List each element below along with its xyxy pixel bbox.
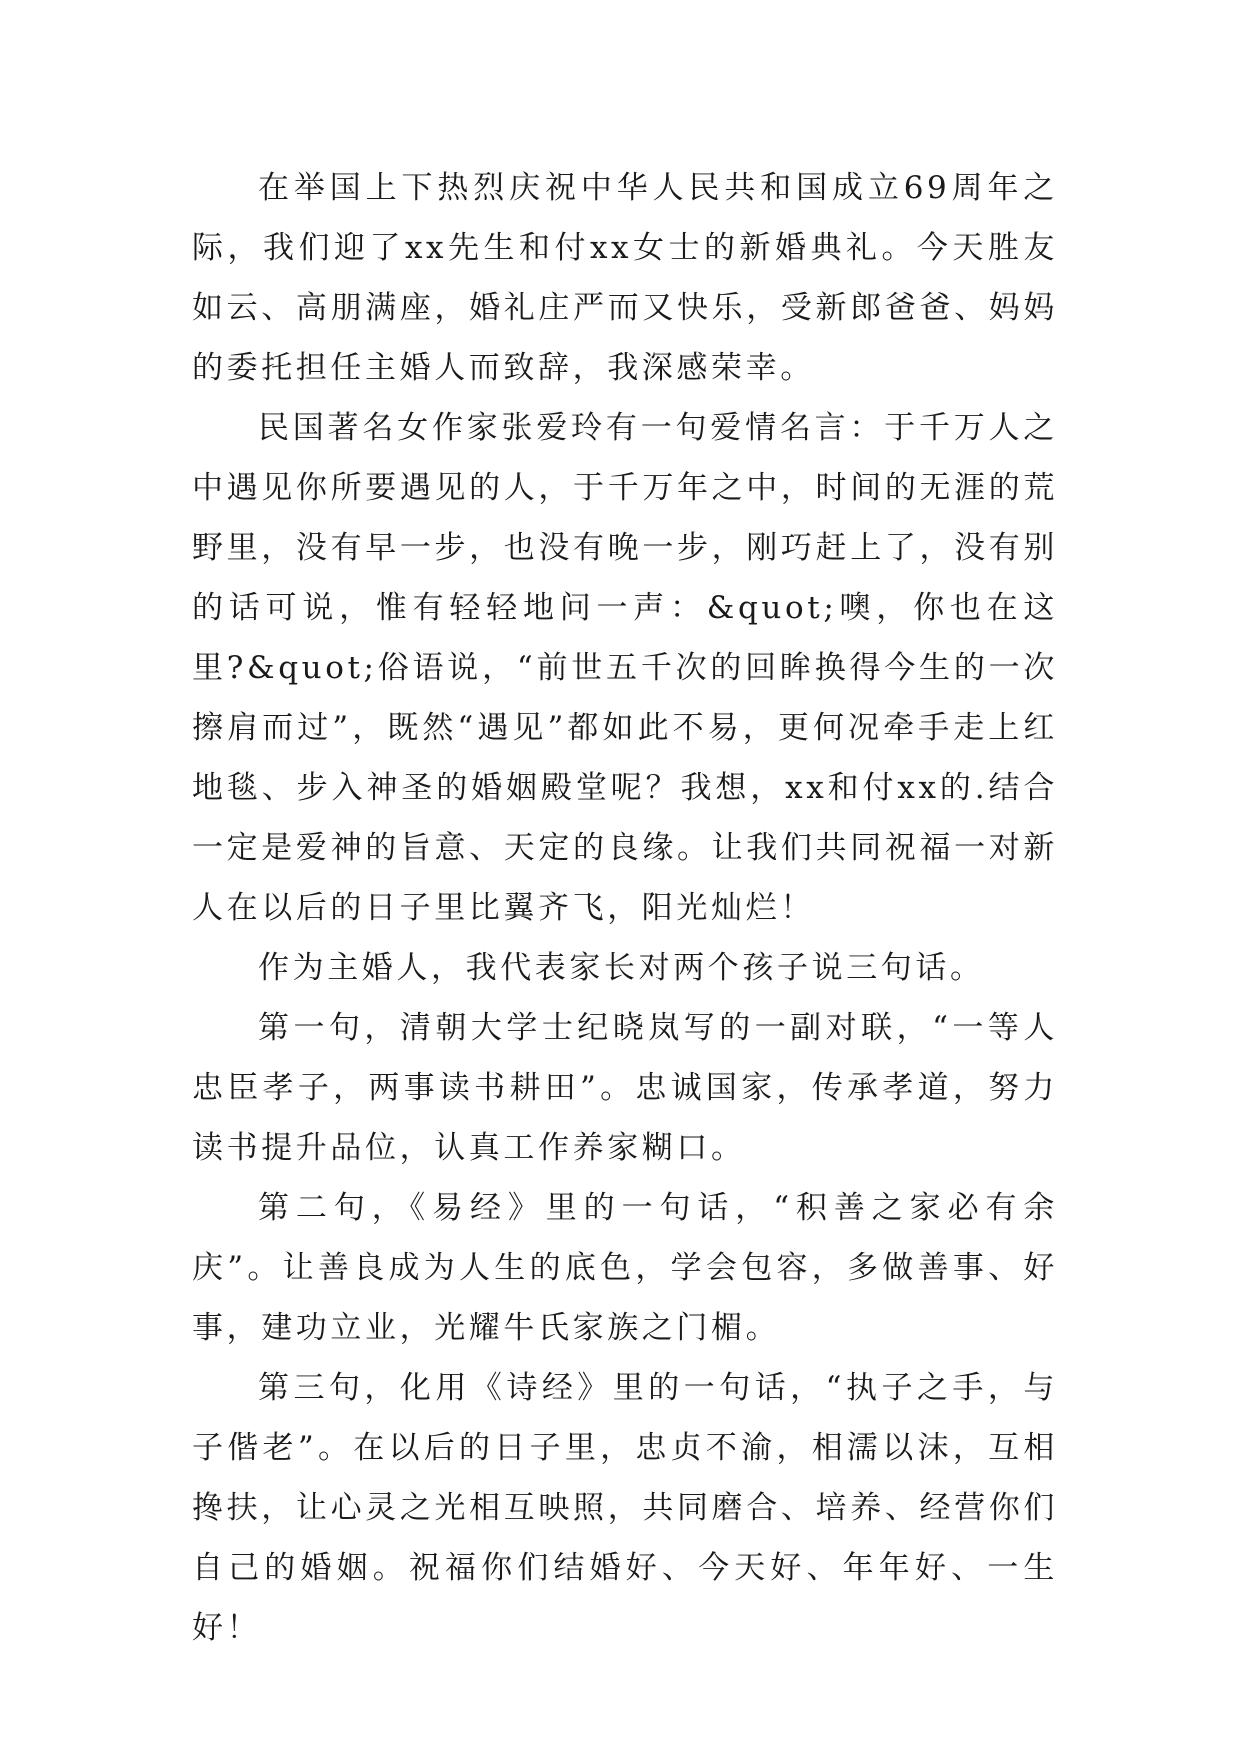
paragraph-second: 第二句，《易经》里的一句话，“积善之家必有余庆”。让善良成为人生的底色，学会包容，多做善事、好事，建功立业，光耀牛氏家族之门楣。 [192, 1190, 1058, 1346]
paragraph-third: 第三句，化用《诗经》里的一句话，“执子之手，与子偕老”。在以后的日子里，忠贞不渝，相濡以沫，互相搀扶，让心灵之光相互映照，共同磨合、培养、经营你们自己的婚姻。祝福你们结婚好、今天好、年年好、一生好！ [192, 1370, 1058, 1646]
document-body [192, 158, 1058, 1658]
paragraph-first: 第一句，清朝大学士纪晓岚写的一副对联，“一等人忠臣孝子，两事读书耕田”。忠诚国家，传承孝道，努力读书提升品位，认真工作养家糊口。 [192, 1010, 1058, 1166]
paragraph-intro-three: 作为主婚人，我代表家长对两个孩子说三句话。 [258, 950, 985, 986]
paragraph-opening: 在举国上下热烈庆祝中华人民共和国成立69周年之际，我们迎了xx先生和付xx女士的新婚典礼。今天胜友如云、高朋满座，婚礼庄严而又快乐，受新郎爸爸、妈妈的委托担任主婚人而致辞，我深感荣幸。 [192, 170, 1058, 386]
paragraph-quote: 民国著名女作家张爱玲有一句爱情名言：于千万人之中遇见你所要遇见的人，于千万年之中，时间的无涯的荒野里，没有早一步，也没有晚一步，刚巧赶上了，没有别的话可说，惟有轻轻地问一声：&quot;噢，你也在这里?&quot;俗语说，“前世五千次的回眸换得今生的一次擦肩而过”，既然“遇见”都如此不易，更何况牵手走上红地毯、步入神圣的婚姻殿堂呢？我想，xx和付xx的.结合一定是爱神的旨意、天定的良缘。让我们共同祝福一对新人在以后的日子里比翼齐飞，阳光灿烂！ [192, 410, 1058, 926]
